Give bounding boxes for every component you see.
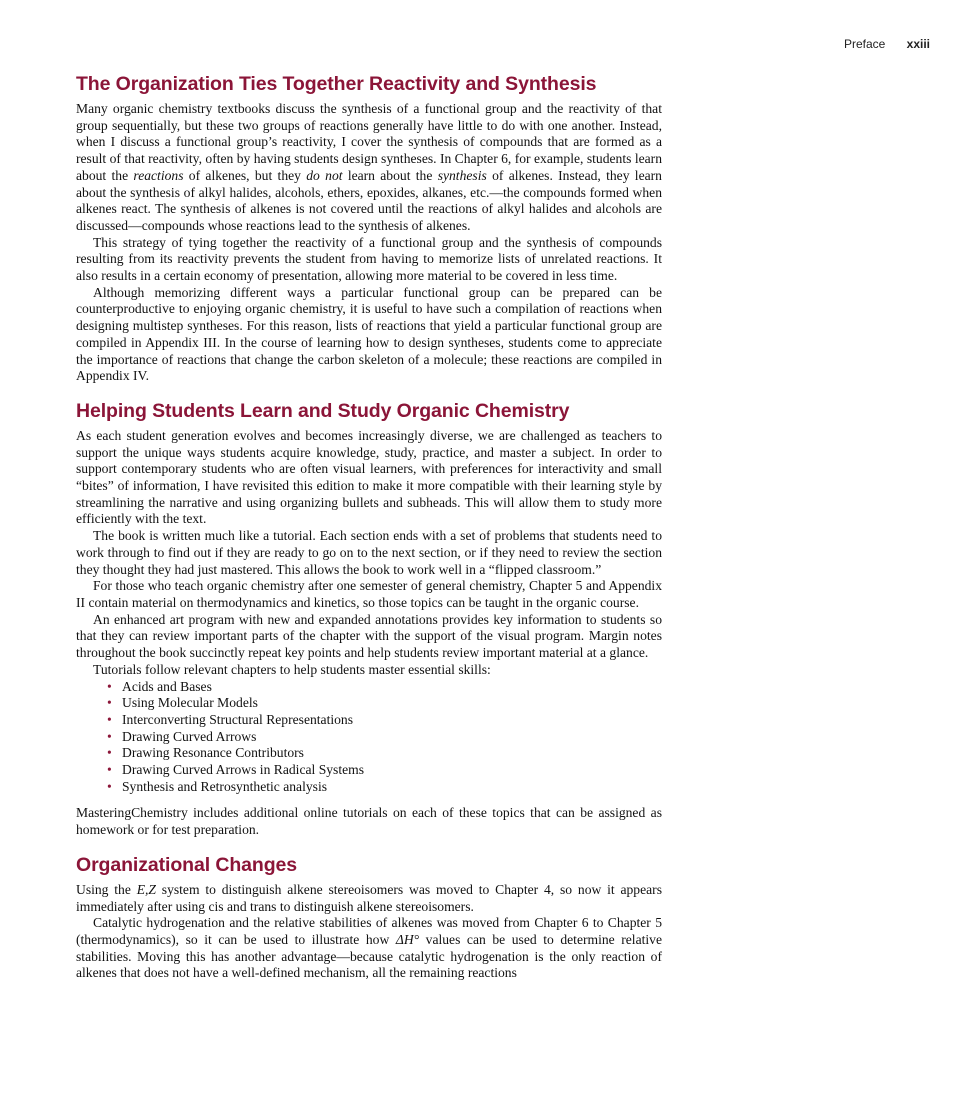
text-run: values can be used to determine relative stabilities. Moving this has another advantage—because catalytic hydrogenation is the only reaction of alkenes that does not have a well-defined mechanism, all the remaining reactions [76, 931, 662, 981]
list-item [107, 762, 662, 779]
paragraph [76, 101, 662, 235]
list-item-text: Using Molecular Models [122, 695, 258, 711]
list-item-text: Acids and Bases [122, 678, 212, 694]
emphasis: synthesis [437, 167, 487, 183]
bullet-icon: • [107, 762, 112, 778]
list-item-text: Drawing Curved Arrows in Radical Systems [122, 762, 365, 778]
emphasis: reactions [133, 167, 184, 183]
paragraph: The book is written much like a tutorial. Each section ends with a set of problems that students need to work through to find out if they are ready to go on to the next section, or if they need to review the section they thought they had just mastered. This allows the book to work well in a “flipped classroom.” [76, 528, 662, 577]
list-item-text: Interconverting Structural Representations [122, 711, 354, 727]
list-item [107, 745, 662, 762]
bullet-icon: • [107, 711, 112, 727]
section-organizational-changes [76, 853, 662, 982]
list-item-text: Synthesis and Retrosynthetic analysis [122, 778, 328, 794]
tutorial-list [76, 679, 662, 796]
list-item [107, 679, 662, 696]
list-item-text: Drawing Curved Arrows [122, 728, 257, 744]
running-head [844, 37, 930, 51]
text-run: Catalytic hydrogenation and the relative stabilities of alkenes was moved from Chapter 6 to Chapter 5 (thermodynamics), so it can be used to illustrate how [76, 915, 662, 947]
bullet-icon: • [107, 678, 112, 694]
emphasis: ΔH° [395, 931, 420, 947]
text-run: system to distinguish alkene stereoisomers was moved to Chapter 4, so now it appears immediately after using cis and trans to distinguish alkene stereoisomers. [76, 881, 662, 914]
paragraph: For those who teach organic chemistry after one semester of general chemistry, Chapter 5 and Appendix II contain material on thermodynamics and kinetics, so those topics can be taught in the organic course. [76, 578, 662, 610]
text-run: learn about the [342, 167, 438, 183]
running-head-section: Preface [843, 37, 886, 51]
page-number: xxiii [906, 37, 930, 51]
paragraph: An enhanced art program with new and expanded annotations provides key information to students so that they can review important parts of the chapter with the support of the visual program. Margin notes throughout the book succinctly repeat key points and help students review important material at a glance. [76, 611, 662, 661]
paragraph: MasteringChemistry includes additional online tutorials on each of these topics that can be assigned as homework or for test preparation. [76, 805, 662, 838]
section-heading: Helping Students Learn and Study Organic Chemistry [76, 399, 570, 422]
paragraph [76, 882, 662, 915]
list-item [107, 729, 662, 746]
paragraph: As each student generation evolves and becomes increasingly diverse, we are challenged as teachers to support the unique ways students acquire knowledge, study, practice, and master a subject. In order to support contemporary students who are often visual learners, with preferences for interactivity and small “bites” of information, I have revisited this edition to make it more compatible with their learning style by streamlining the narrative and using organizing bullets and subheads. This will allow them to study more efficiently with the text. [76, 427, 662, 527]
text-run: of alkenes. Instead, they learn about the synthesis of alkyl halides, alcohols, ethers, epoxides, alkanes, etc.—the compounds formed when alkenes react. The synthesis of alkenes is not covered until the reactions of alkyl halides and alcohols are discussed—compounds whose reactions lead to the synthesis of alkenes. [76, 167, 662, 233]
list-item [107, 695, 662, 712]
section-heading: The Organization Ties Together Reactivity and Synthesis [76, 73, 597, 95]
section-heading: Organizational Changes [76, 853, 298, 876]
section-helping-students [76, 399, 662, 839]
body-text [76, 72, 662, 996]
section-organization [76, 72, 662, 385]
bullet-icon: • [107, 778, 112, 794]
text-run: Using the [76, 881, 137, 897]
bullet-icon: • [107, 745, 112, 761]
bullet-icon: • [107, 695, 112, 711]
emphasis: E,Z [136, 881, 156, 897]
list-item [107, 779, 662, 796]
paragraph: Tutorials follow relevant chapters to help students master essential skills: [93, 661, 491, 677]
list-item-text: Drawing Resonance Contributors [122, 745, 304, 761]
emphasis: do not [306, 167, 343, 183]
paragraph: This strategy of tying together the reactivity of a functional group and the synthesis of compounds resulting from its reactivity prevents the student from having to memorize lists of unrelated reactions. It also results in a certain economy of presentation, allowing more material to be covered in less time. [76, 234, 662, 284]
list-item [107, 712, 662, 729]
paragraph: Although memorizing different ways a particular functional group can be prepared can be counterproductive to enjoying organic chemistry, it is useful to have such a compilation of reactions when designing multistep syntheses. For this reason, lists of reactions that yield a particular functional group are compiled in Appendix III. In the course of learning how to design syntheses, students come to appreciate the importance of reactions that change the carbon skeleton of a molecule; these reactions are compiled in Appendix IV. [76, 284, 662, 384]
bullet-icon: • [107, 728, 112, 744]
text-run: of alkenes, but they [183, 167, 307, 183]
text-run: Many organic chemistry textbooks discuss the synthesis of a functional group and the reactivity of that group sequentially, but these two groups of reactions generally have little to do with one another. Instead, when I discuss a functional group’s reactivity, I cover the synthesis of compounds that are formed as a result of that reactivity, often by having students design syntheses. In Chapter 6, for example, students learn about the [76, 101, 662, 183]
paragraph [76, 915, 662, 982]
